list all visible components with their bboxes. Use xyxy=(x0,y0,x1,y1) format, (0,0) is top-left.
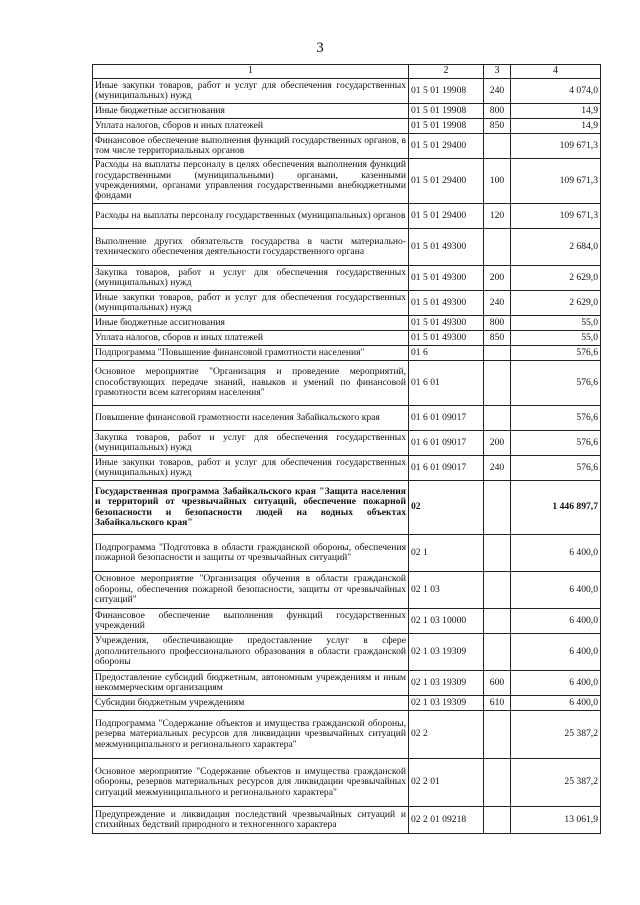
table-row xyxy=(93,361,601,406)
row-code: 01 5 01 19908 xyxy=(409,119,484,134)
table-row xyxy=(93,456,601,481)
row-type xyxy=(484,535,511,572)
row-sum: 6 400,0 xyxy=(511,609,601,634)
row-code: 02 1 03 10000 xyxy=(409,609,484,634)
row-code: 01 5 01 29400 xyxy=(409,134,484,159)
row-type xyxy=(484,609,511,634)
row-name: Учреждения, обеспечивающие предоставление услуг в сфере дополнительного профессионального образования в области гражданской обороны xyxy=(93,634,409,671)
row-name: Основное мероприятие "Организация и проведение мероприятий, способствующих передаче знаний, навыков и умений по финансовой грамотности всем категориям населения" xyxy=(93,361,409,406)
row-type xyxy=(484,634,511,671)
row-type xyxy=(484,572,511,609)
table-row xyxy=(93,431,601,456)
row-code: 02 1 03 19309 xyxy=(409,696,484,711)
table-row xyxy=(93,759,601,807)
row-code: 01 5 01 19908 xyxy=(409,104,484,119)
row-code: 01 5 01 49300 xyxy=(409,316,484,331)
row-sum: 6 400,0 xyxy=(511,634,601,671)
row-name: Финансовое обеспечение выполнения функций государственных органов, в том числе территориальных органов xyxy=(93,134,409,159)
row-code: 01 6 01 09017 xyxy=(409,431,484,456)
row-type xyxy=(484,711,511,759)
row-type xyxy=(484,481,511,535)
table-row xyxy=(93,535,601,572)
row-name: Подпрограмма "Содержание объектов и имущества гражданской обороны, резерва материальных ресурсов для ликвидации чрезвычайных ситуаций межмуниципального и регионального характера" xyxy=(93,711,409,759)
row-name: Подпрограмма "Повышение финансовой грамотности населения" xyxy=(93,346,409,361)
table-row xyxy=(93,159,601,204)
row-sum: 25 387,2 xyxy=(511,759,601,807)
row-sum: 13 061,9 xyxy=(511,807,601,834)
table-row xyxy=(93,316,601,331)
row-code: 01 6 xyxy=(409,346,484,361)
table-row xyxy=(93,119,601,134)
table-row xyxy=(93,696,601,711)
row-name: Закупка товаров, работ и услуг для обеспечения государственных (муниципальных) нужд xyxy=(93,431,409,456)
row-sum: 109 671,3 xyxy=(511,204,601,229)
row-sum: 109 671,3 xyxy=(511,159,601,204)
row-code: 01 6 01 09017 xyxy=(409,456,484,481)
row-type: 240 xyxy=(484,291,511,316)
row-sum: 25 387,2 xyxy=(511,711,601,759)
row-type xyxy=(484,361,511,406)
row-sum: 14,9 xyxy=(511,104,601,119)
row-sum: 14,9 xyxy=(511,119,601,134)
row-sum: 576,6 xyxy=(511,406,601,431)
header-col-type: 3 xyxy=(484,65,511,79)
row-type xyxy=(484,134,511,159)
row-sum: 2 629,0 xyxy=(511,266,601,291)
budget-table xyxy=(92,64,601,834)
row-name: Предупреждение и ликвидация последствий чрезвычайных ситуаций и стихийных бедствий природного и техногенного характера xyxy=(93,807,409,834)
row-name: Субсидии бюджетным учреждениям xyxy=(93,696,409,711)
table-row xyxy=(93,331,601,346)
row-name: Финансовое обеспечение выполнения функций государственных учреждений xyxy=(93,609,409,634)
row-code: 01 6 01 09017 xyxy=(409,406,484,431)
row-type: 850 xyxy=(484,331,511,346)
row-name: Иные закупки товаров, работ и услуг для обеспечения государственных (муниципальных) нужд xyxy=(93,79,409,104)
row-type xyxy=(484,346,511,361)
row-sum: 576,6 xyxy=(511,431,601,456)
table-row xyxy=(93,291,601,316)
table-body xyxy=(93,79,601,834)
row-code: 02 1 03 19309 xyxy=(409,671,484,696)
row-sum: 55,0 xyxy=(511,331,601,346)
row-sum: 6 400,0 xyxy=(511,671,601,696)
row-type: 600 xyxy=(484,671,511,696)
row-name: Основное мероприятие "Содержание объектов и имущества гражданской обороны, резервов материальных ресурсов для ликвидации чрезвычайных ситуаций межмуниципального и регионального характера" xyxy=(93,759,409,807)
row-sum: 2 629,0 xyxy=(511,291,601,316)
row-name: Закупка товаров, работ и услуг для обеспечения государственных (муниципальных) нужд xyxy=(93,266,409,291)
row-name: Предоставление субсидий бюджетным, автономным учреждениям и иным некоммерческим организациям xyxy=(93,671,409,696)
header-col-name: 1 xyxy=(93,65,409,79)
table-row xyxy=(93,266,601,291)
row-name: Уплата налогов, сборов и иных платежей xyxy=(93,331,409,346)
row-sum: 2 684,0 xyxy=(511,229,601,266)
row-code: 02 1 03 19309 xyxy=(409,634,484,671)
row-type: 100 xyxy=(484,159,511,204)
row-code: 01 5 01 49300 xyxy=(409,229,484,266)
row-sum: 6 400,0 xyxy=(511,696,601,711)
row-type: 800 xyxy=(484,104,511,119)
row-sum: 576,6 xyxy=(511,361,601,406)
row-type xyxy=(484,759,511,807)
row-sum: 55,0 xyxy=(511,316,601,331)
row-type xyxy=(484,406,511,431)
table-row xyxy=(93,807,601,834)
row-type: 120 xyxy=(484,204,511,229)
row-code: 01 5 01 49300 xyxy=(409,331,484,346)
row-type: 800 xyxy=(484,316,511,331)
row-name: Иные закупки товаров, работ и услуг для обеспечения государственных (муниципальных) нужд xyxy=(93,456,409,481)
row-code: 01 5 01 29400 xyxy=(409,159,484,204)
table-row xyxy=(93,79,601,104)
row-name: Иные закупки товаров, работ и услуг для обеспечения государственных (муниципальных) нужд xyxy=(93,291,409,316)
header-row xyxy=(93,65,601,79)
table-row xyxy=(93,711,601,759)
table-row xyxy=(93,671,601,696)
row-type: 610 xyxy=(484,696,511,711)
row-name: Иные бюджетные ассигнования xyxy=(93,104,409,119)
row-name: Государственная программа Забайкальского края "Защита населения и территорий от чрезвычайных ситуаций, обеспечение пожарной безопасности и безопасности людей на водных объектах Забайкальского края" xyxy=(93,481,409,535)
row-sum: 4 074,0 xyxy=(511,79,601,104)
row-sum: 109 671,3 xyxy=(511,134,601,159)
row-code: 01 5 01 29400 xyxy=(409,204,484,229)
row-type: 240 xyxy=(484,456,511,481)
row-code: 01 5 01 49300 xyxy=(409,291,484,316)
row-code: 02 1 xyxy=(409,535,484,572)
row-code: 01 5 01 49300 xyxy=(409,266,484,291)
row-sum: 1 446 897,7 xyxy=(511,481,601,535)
row-sum: 576,6 xyxy=(511,346,601,361)
table-row xyxy=(93,204,601,229)
row-type xyxy=(484,229,511,266)
header-col-code: 2 xyxy=(409,65,484,79)
row-type: 240 xyxy=(484,79,511,104)
table-row xyxy=(93,229,601,266)
row-type: 200 xyxy=(484,266,511,291)
row-name: Иные бюджетные ассигнования xyxy=(93,316,409,331)
row-type: 850 xyxy=(484,119,511,134)
row-type: 200 xyxy=(484,431,511,456)
table-row xyxy=(93,572,601,609)
row-code: 02 2 xyxy=(409,711,484,759)
row-type xyxy=(484,807,511,834)
row-code: 02 xyxy=(409,481,484,535)
row-name: Расходы на выплаты персоналу в целях обеспечения выполнения функций государственными (муниципальными) органами, казенными учреждениями, органами управления государственными внебюджетными фондами xyxy=(93,159,409,204)
row-code: 01 6 01 xyxy=(409,361,484,406)
row-sum: 6 400,0 xyxy=(511,572,601,609)
row-name: Выполнение других обязательств государства в части материально-технического обеспечения деятельности государственного органа xyxy=(93,229,409,266)
row-code: 01 5 01 19908 xyxy=(409,79,484,104)
table-row xyxy=(93,634,601,671)
row-name: Основное мероприятие "Организация обучения в области гражданской обороны, обеспечения пожарной безопасности, защиты от чрезвычайных ситуаций" xyxy=(93,572,409,609)
row-code: 02 2 01 09218 xyxy=(409,807,484,834)
row-name: Уплата налогов, сборов и иных платежей xyxy=(93,119,409,134)
row-name: Подпрограмма "Подготовка в области гражданской обороны, обеспечения пожарной безопасности и защиты от чрезвычайных ситуаций" xyxy=(93,535,409,572)
row-sum: 6 400,0 xyxy=(511,535,601,572)
page-number: 3 xyxy=(316,40,324,56)
table-row xyxy=(93,134,601,159)
row-code: 02 1 03 xyxy=(409,572,484,609)
row-name: Повышение финансовой грамотности населения Забайкальского края xyxy=(93,406,409,431)
table-row xyxy=(93,346,601,361)
header-col-sum: 4 xyxy=(511,65,601,79)
table-row xyxy=(93,406,601,431)
row-name: Расходы на выплаты персоналу государственных (муниципальных) органов xyxy=(93,204,409,229)
table-row xyxy=(93,481,601,535)
row-sum: 576,6 xyxy=(511,456,601,481)
table-row xyxy=(93,104,601,119)
row-code: 02 2 01 xyxy=(409,759,484,807)
table-row xyxy=(93,609,601,634)
